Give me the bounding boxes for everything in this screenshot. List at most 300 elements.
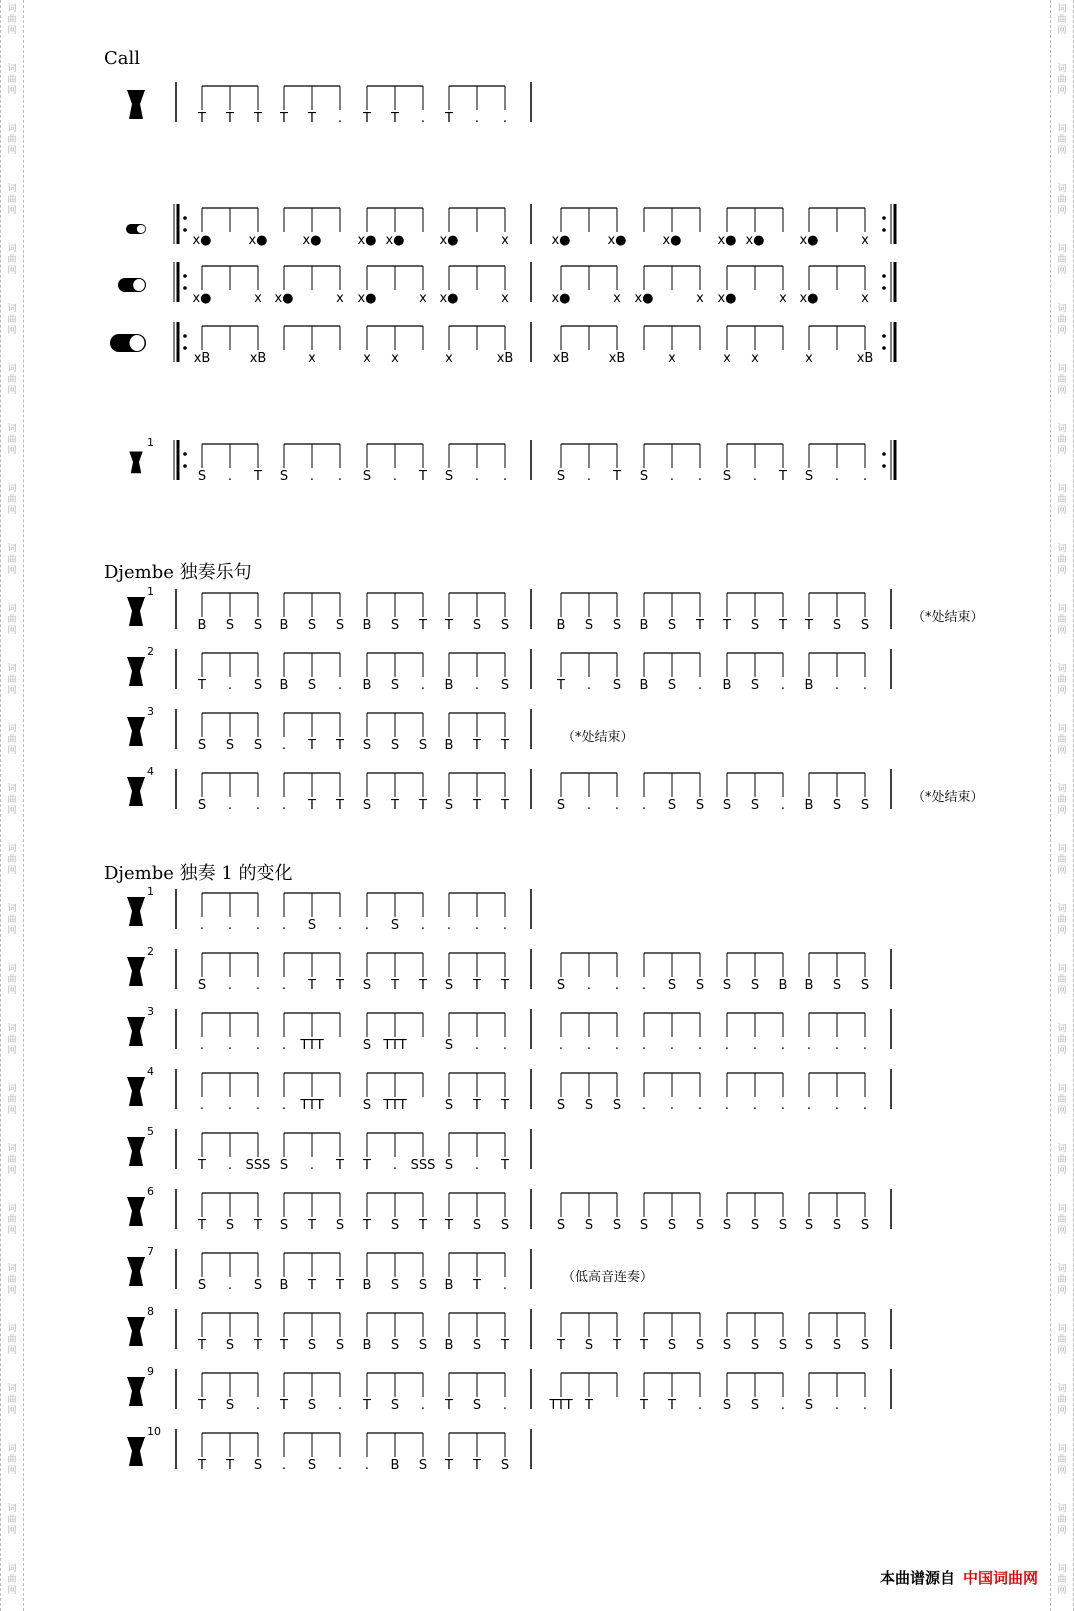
stroke-symbol: xB xyxy=(193,351,211,366)
performance-note: （低高音连奏） xyxy=(562,1270,654,1285)
watermark-text: 词 曲 网 xyxy=(1057,604,1067,636)
stroke-symbol: S xyxy=(444,798,454,813)
djembe-icon xyxy=(127,897,145,926)
stroke-symbol: S xyxy=(722,978,732,993)
stroke-symbol: S xyxy=(307,618,317,633)
watermark-text: 词 曲 网 xyxy=(1057,244,1067,276)
staff-var-5 xyxy=(0,1125,1074,1179)
stroke-symbol: T xyxy=(419,978,427,993)
watermark-text: 词 曲 网 xyxy=(7,784,17,816)
stroke-symbol: B xyxy=(778,978,788,993)
stroke-symbol: T xyxy=(473,1458,481,1473)
watermark-text: 词 曲 网 xyxy=(7,1564,17,1596)
stroke-symbol: . xyxy=(586,678,592,693)
stroke-symbol: T xyxy=(445,111,453,126)
stroke-symbol: T xyxy=(198,111,206,126)
stroke-symbol: T xyxy=(640,1338,648,1353)
stroke-symbol: . xyxy=(281,1098,287,1113)
stroke-symbol: T xyxy=(363,111,371,126)
stroke-symbol: T xyxy=(419,1218,427,1233)
stroke-symbol: T xyxy=(363,1218,371,1233)
stroke-symbol: . xyxy=(337,678,343,693)
stroke-symbol: . xyxy=(834,678,840,693)
stroke-symbol: S xyxy=(750,1398,760,1413)
stroke-symbol: . xyxy=(281,738,287,753)
watermark-text: 词 曲 网 xyxy=(1057,544,1067,576)
stroke-symbol: . xyxy=(780,678,786,693)
stroke-symbol: x● xyxy=(551,291,571,306)
part-number: 4 xyxy=(147,1065,154,1078)
stroke-symbol: . xyxy=(281,978,287,993)
stroke-symbol: B xyxy=(556,618,566,633)
watermark-text: 词 曲 网 xyxy=(7,1384,17,1416)
stroke-symbol: S xyxy=(472,618,482,633)
stroke-symbol: S xyxy=(253,678,263,693)
stroke-symbol: T xyxy=(779,618,787,633)
stroke-symbol: . xyxy=(420,1398,426,1413)
stroke-symbol: x xyxy=(613,291,621,306)
stroke-symbol: T xyxy=(391,798,399,813)
stroke-symbol: . xyxy=(227,1098,233,1113)
performance-note: （*处结束） xyxy=(562,730,634,745)
stroke-symbol: S xyxy=(612,1218,622,1233)
djembe-icon xyxy=(127,777,145,806)
stroke-symbol: x● xyxy=(192,233,212,248)
stroke-symbol: x● xyxy=(717,233,737,248)
stroke-symbol: . xyxy=(337,918,343,933)
stroke-symbol: . xyxy=(502,1398,508,1413)
watermark-text: 词 曲 网 xyxy=(7,244,17,276)
performance-note: （*处结束） xyxy=(912,610,984,625)
stroke-symbol: B xyxy=(639,678,649,693)
stroke-symbol: . xyxy=(780,798,786,813)
stroke-symbol: T xyxy=(696,618,704,633)
stroke-symbol: S xyxy=(279,1218,289,1233)
stroke-symbol: . xyxy=(862,678,868,693)
part-number: 9 xyxy=(147,1365,154,1378)
stroke-symbol: xB xyxy=(552,351,570,366)
stroke-symbol: S xyxy=(197,1278,207,1293)
stroke-symbol: x● xyxy=(745,233,765,248)
djembe-icon xyxy=(127,657,145,686)
stroke-symbol: x xyxy=(861,233,869,248)
stroke-symbol: S xyxy=(362,978,372,993)
stroke-symbol: xB xyxy=(496,351,514,366)
stroke-symbol: T xyxy=(613,1338,621,1353)
stroke-symbol: T xyxy=(336,1278,344,1293)
stroke-symbol: . xyxy=(641,798,647,813)
staff-solo-1 xyxy=(0,585,1074,639)
watermark-text: 词 曲 网 xyxy=(1057,1324,1067,1356)
watermark-text: 词 曲 网 xyxy=(7,64,17,96)
stroke-symbol: T xyxy=(473,738,481,753)
stroke-symbol: . xyxy=(227,1278,233,1293)
stroke-symbol: . xyxy=(392,469,398,484)
stroke-symbol: . xyxy=(281,918,287,933)
watermark-text: 词 曲 网 xyxy=(7,484,17,516)
stroke-symbol: . xyxy=(227,469,233,484)
stroke-symbol: . xyxy=(862,1398,868,1413)
stroke-symbol: . xyxy=(502,1038,508,1053)
stroke-symbol: T xyxy=(226,1458,234,1473)
stroke-symbol: . xyxy=(752,469,758,484)
watermark-text: 词 曲 网 xyxy=(1057,1084,1067,1116)
stroke-symbol: . xyxy=(724,1038,730,1053)
stroke-symbol: S xyxy=(612,1098,622,1113)
stroke-symbol: S xyxy=(418,1338,428,1353)
stroke-symbol: . xyxy=(834,469,840,484)
stroke-symbol: . xyxy=(337,469,343,484)
stroke-symbol: S xyxy=(584,618,594,633)
staff-call xyxy=(0,78,1074,132)
staff-var-7 xyxy=(0,1245,1074,1299)
stroke-symbol: S xyxy=(307,1458,317,1473)
stroke-symbol: . xyxy=(337,111,343,126)
stroke-symbol: S xyxy=(778,1218,788,1233)
stroke-symbol: S xyxy=(832,798,842,813)
watermark-text: 词 曲 网 xyxy=(7,184,17,216)
stroke-symbol: T xyxy=(308,978,316,993)
stroke-symbol: S xyxy=(695,798,705,813)
stroke-symbol: S xyxy=(722,469,732,484)
stroke-symbol: x xyxy=(391,351,399,366)
stroke-symbol: S xyxy=(556,798,566,813)
stroke-symbol: . xyxy=(780,1038,786,1053)
stroke-symbol: x xyxy=(336,291,344,306)
stroke-symbol: S xyxy=(832,978,842,993)
stroke-symbol: S xyxy=(253,1458,263,1473)
stroke-symbol: S xyxy=(390,1338,400,1353)
stroke-symbol: S xyxy=(832,1218,842,1233)
watermark-text: 词 曲 网 xyxy=(7,724,17,756)
stroke-symbol: . xyxy=(780,1098,786,1113)
part-number: 6 xyxy=(147,1185,154,1198)
stroke-symbol: . xyxy=(255,1038,261,1053)
stroke-symbol: T xyxy=(198,1398,206,1413)
performance-note: （*处结束） xyxy=(912,790,984,805)
stroke-symbol: B xyxy=(197,618,207,633)
stroke-symbol: . xyxy=(697,1038,703,1053)
watermark-text: 词 曲 网 xyxy=(7,544,17,576)
stroke-symbol: . xyxy=(669,1038,675,1053)
watermark-text: 词 曲 网 xyxy=(7,1144,17,1176)
stroke-symbol: . xyxy=(862,469,868,484)
stroke-symbol: S xyxy=(722,1398,732,1413)
stroke-symbol: S xyxy=(556,1098,566,1113)
watermark-text: 词 曲 网 xyxy=(1057,424,1067,456)
watermark-text: 词 曲 网 xyxy=(7,124,17,156)
stroke-symbol: . xyxy=(227,1038,233,1053)
stroke-symbol: x● xyxy=(274,291,294,306)
stroke-symbol: T xyxy=(473,1278,481,1293)
stroke-symbol: . xyxy=(227,1158,233,1173)
stroke-symbol: S xyxy=(667,798,677,813)
stroke-symbol: . xyxy=(697,469,703,484)
stroke-symbol: . xyxy=(337,1458,343,1473)
stroke-symbol: B xyxy=(279,618,289,633)
djembe-icon xyxy=(127,1437,145,1466)
stroke-symbol: T xyxy=(640,1398,648,1413)
staff-var-1 xyxy=(0,885,1074,939)
stroke-symbol: x● xyxy=(357,291,377,306)
stroke-symbol: . xyxy=(586,469,592,484)
stroke-symbol: S xyxy=(253,1278,263,1293)
part-number: 1 xyxy=(147,585,154,598)
djembe-icon xyxy=(127,597,145,626)
stroke-symbol: . xyxy=(227,798,233,813)
stroke-symbol: T xyxy=(198,678,206,693)
stroke-symbol: S xyxy=(500,1218,510,1233)
watermark-text: 词 曲 网 xyxy=(1057,1564,1067,1596)
stroke-symbol: . xyxy=(669,469,675,484)
stroke-symbol: x● xyxy=(717,291,737,306)
stroke-symbol: . xyxy=(669,1098,675,1113)
stroke-symbol: S xyxy=(722,1218,732,1233)
stroke-symbol: S xyxy=(225,618,235,633)
watermark-text: 词 曲 网 xyxy=(7,1204,17,1236)
stroke-symbol: S xyxy=(804,1398,814,1413)
stroke-symbol: S xyxy=(667,618,677,633)
stroke-symbol: S xyxy=(667,978,677,993)
djembe-icon xyxy=(127,1077,145,1106)
watermark-text: 词 曲 网 xyxy=(7,364,17,396)
stroke-symbol: . xyxy=(420,111,426,126)
stroke-symbol: B xyxy=(279,1278,289,1293)
staff-var-9 xyxy=(0,1365,1074,1419)
part-number: 7 xyxy=(147,1245,154,1258)
stroke-symbol: S xyxy=(444,1158,454,1173)
footer-brand: 中国词曲网 xyxy=(962,1569,1038,1587)
stroke-symbol: x xyxy=(419,291,427,306)
stroke-symbol: T xyxy=(473,798,481,813)
stroke-symbol: S xyxy=(472,1218,482,1233)
stroke-symbol: . xyxy=(806,1038,812,1053)
stroke-symbol: S xyxy=(750,798,760,813)
watermark-text: 词 曲 网 xyxy=(1057,304,1067,336)
stroke-symbol: . xyxy=(420,918,426,933)
stroke-symbol: S xyxy=(307,1398,317,1413)
djembe-small-icon xyxy=(129,452,143,474)
stroke-symbol: S xyxy=(279,1158,289,1173)
watermark-text: 词 曲 网 xyxy=(7,904,17,936)
stroke-symbol: TTT xyxy=(300,1098,324,1113)
stroke-symbol: xB xyxy=(249,351,267,366)
stroke-symbol: T xyxy=(419,798,427,813)
section-title: Call xyxy=(104,48,141,69)
stroke-symbol: S xyxy=(778,1338,788,1353)
stroke-symbol: . xyxy=(281,1458,287,1473)
stroke-symbol: . xyxy=(834,1098,840,1113)
stroke-symbol: S xyxy=(860,1218,870,1233)
watermark-text: 词 曲 网 xyxy=(1057,964,1067,996)
stroke-symbol: x● xyxy=(248,233,268,248)
stroke-symbol: . xyxy=(780,1398,786,1413)
stroke-symbol: x xyxy=(501,233,509,248)
stroke-symbol: x● xyxy=(302,233,322,248)
stroke-symbol: x● xyxy=(607,233,627,248)
watermark-text: 词 曲 网 xyxy=(7,424,17,456)
stroke-symbol: . xyxy=(199,1038,205,1053)
watermark-text: 词 曲 网 xyxy=(7,304,17,336)
djembe-icon xyxy=(127,717,145,746)
stroke-symbol: S xyxy=(307,1338,317,1353)
stroke-symbol: T xyxy=(363,1158,371,1173)
part-number: 2 xyxy=(147,645,154,658)
stroke-symbol: TTT xyxy=(383,1038,407,1053)
stroke-symbol: T xyxy=(198,1338,206,1353)
stroke-symbol: T xyxy=(336,738,344,753)
stroke-symbol: T xyxy=(445,618,453,633)
stroke-symbol: S xyxy=(253,618,263,633)
dun-big-icon xyxy=(110,334,146,352)
part-number: 1 xyxy=(147,436,154,449)
stroke-symbol: T xyxy=(308,1278,316,1293)
stroke-symbol: x xyxy=(668,351,676,366)
stroke-symbol: T xyxy=(254,1218,262,1233)
stroke-symbol: T xyxy=(254,469,262,484)
stroke-symbol: . xyxy=(697,678,703,693)
stroke-symbol: B xyxy=(390,1458,400,1473)
stroke-symbol: . xyxy=(474,111,480,126)
stroke-symbol: S xyxy=(197,978,207,993)
watermark-text: 词 曲 网 xyxy=(7,1024,17,1056)
stroke-symbol: T xyxy=(419,618,427,633)
watermark-text: 词 曲 网 xyxy=(7,844,17,876)
stroke-symbol: T xyxy=(308,798,316,813)
stroke-symbol: T xyxy=(501,978,509,993)
stroke-symbol: S xyxy=(860,798,870,813)
stroke-symbol: S xyxy=(362,1098,372,1113)
staff-accomp-1 xyxy=(0,436,1074,490)
stroke-symbol: T xyxy=(336,978,344,993)
stroke-symbol: T xyxy=(501,738,509,753)
stroke-symbol: T xyxy=(198,1158,206,1173)
stroke-symbol: . xyxy=(641,1038,647,1053)
stroke-symbol: . xyxy=(255,798,261,813)
stroke-symbol: . xyxy=(420,678,426,693)
watermark-text: 词 曲 网 xyxy=(1057,664,1067,696)
stroke-symbol: S xyxy=(750,1218,760,1233)
staff-var-8 xyxy=(0,1305,1074,1359)
stroke-symbol: T xyxy=(445,1398,453,1413)
stroke-symbol: S xyxy=(500,618,510,633)
djembe-icon xyxy=(127,90,145,119)
watermark-text: 词 曲 网 xyxy=(7,1444,17,1476)
watermark-text: 词 曲 网 xyxy=(1057,1264,1067,1296)
stroke-symbol: B xyxy=(362,1278,372,1293)
footer-prefix: 本曲谱源自 xyxy=(879,1569,955,1587)
stroke-symbol: S xyxy=(307,918,317,933)
stroke-symbol: . xyxy=(724,1098,730,1113)
stroke-symbol: . xyxy=(199,918,205,933)
stroke-symbol: . xyxy=(752,1098,758,1113)
stroke-symbol: T xyxy=(668,1398,676,1413)
stroke-symbol: S xyxy=(362,738,372,753)
stroke-symbol: T xyxy=(280,111,288,126)
stroke-symbol: S xyxy=(197,469,207,484)
stroke-symbol: . xyxy=(337,1398,343,1413)
stroke-symbol: x● xyxy=(385,233,405,248)
watermark-text: 词 曲 网 xyxy=(1057,1504,1067,1536)
djembe-icon xyxy=(127,1257,145,1286)
djembe-icon xyxy=(127,1137,145,1166)
watermark-text: 词 曲 网 xyxy=(1057,64,1067,96)
stroke-symbol: x● xyxy=(439,233,459,248)
stroke-symbol: . xyxy=(641,978,647,993)
stroke-symbol: . xyxy=(255,1398,261,1413)
stroke-symbol: B xyxy=(444,678,454,693)
stroke-symbol: . xyxy=(364,1458,370,1473)
djembe-icon xyxy=(127,1197,145,1226)
watermark-text: 词 曲 网 xyxy=(1057,484,1067,516)
stroke-symbol: T xyxy=(501,1158,509,1173)
stroke-symbol: x● xyxy=(439,291,459,306)
stroke-symbol: S xyxy=(390,1278,400,1293)
stroke-symbol: S xyxy=(197,798,207,813)
stroke-symbol: B xyxy=(444,738,454,753)
stroke-symbol: xB xyxy=(856,351,874,366)
watermark-text: 词 曲 网 xyxy=(1057,364,1067,396)
stroke-symbol: T xyxy=(473,1098,481,1113)
djembe-icon xyxy=(127,1017,145,1046)
part-number: 3 xyxy=(147,1005,154,1018)
stroke-symbol: TTT xyxy=(383,1098,407,1113)
watermark-text: 词 曲 网 xyxy=(7,1504,17,1536)
stroke-symbol: . xyxy=(586,1038,592,1053)
djembe-icon xyxy=(127,957,145,986)
stroke-symbol: T xyxy=(779,469,787,484)
watermark-text: 词 曲 网 xyxy=(7,664,17,696)
stroke-symbol: S xyxy=(418,1458,428,1473)
source-footer xyxy=(880,1567,1038,1588)
stroke-symbol: . xyxy=(586,978,592,993)
djembe-icon xyxy=(127,1377,145,1406)
watermark-text: 词 曲 网 xyxy=(1057,1144,1067,1176)
stroke-symbol: S xyxy=(390,1218,400,1233)
stroke-symbol: S xyxy=(832,1338,842,1353)
stroke-symbol: T xyxy=(445,1458,453,1473)
watermark-text: 词 曲 网 xyxy=(1057,4,1067,36)
stroke-symbol: x xyxy=(805,351,813,366)
stroke-symbol: S xyxy=(500,678,510,693)
staff-solo-2 xyxy=(0,645,1074,699)
stroke-symbol: B xyxy=(362,618,372,633)
stroke-symbol: . xyxy=(502,918,508,933)
stroke-symbol: T xyxy=(391,111,399,126)
stroke-symbol: S xyxy=(612,618,622,633)
stroke-symbol: S xyxy=(472,1398,482,1413)
stroke-symbol: S xyxy=(444,978,454,993)
stroke-symbol: S xyxy=(750,618,760,633)
stroke-symbol: S xyxy=(444,469,454,484)
stroke-symbol: S xyxy=(612,678,622,693)
stroke-symbol: T xyxy=(473,978,481,993)
stroke-symbol: S xyxy=(639,1218,649,1233)
stroke-symbol: xB xyxy=(608,351,626,366)
stroke-symbol: . xyxy=(474,918,480,933)
stroke-symbol: B xyxy=(804,678,814,693)
stroke-symbol: T xyxy=(501,1098,509,1113)
stroke-symbol: . xyxy=(614,978,620,993)
stroke-symbol: TTT xyxy=(549,1398,573,1413)
stroke-symbol: . xyxy=(502,1278,508,1293)
stroke-symbol: x xyxy=(696,291,704,306)
staff-var-3 xyxy=(0,1005,1074,1059)
stroke-symbol: . xyxy=(586,798,592,813)
section-title: Djembe 独奏乐句 xyxy=(104,562,252,583)
stroke-symbol: x● xyxy=(799,291,819,306)
stroke-symbol: S xyxy=(335,1218,345,1233)
